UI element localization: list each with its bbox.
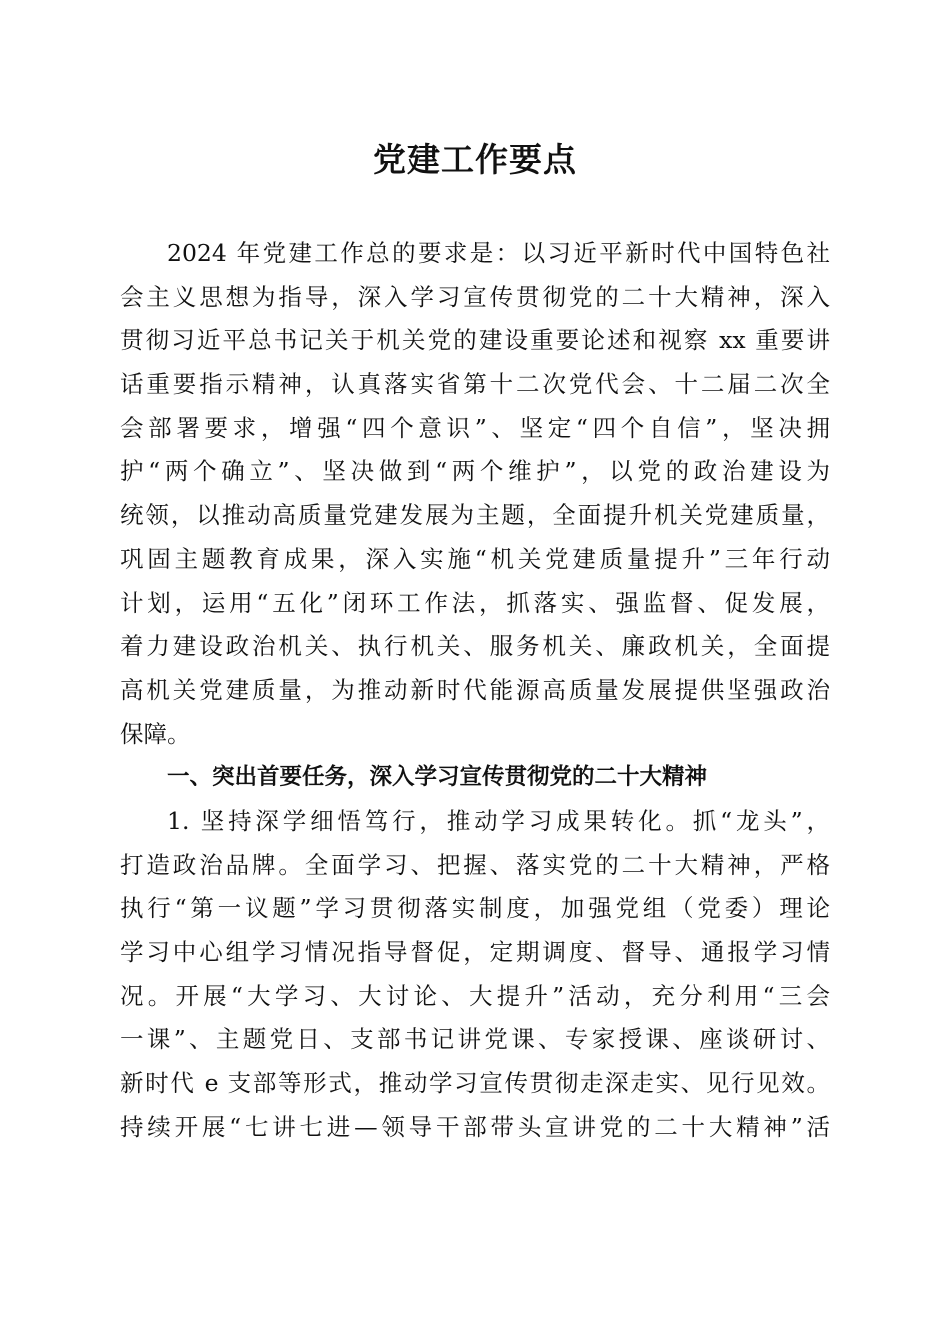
paragraph-line: 巩固主题教育成果，深入实施“机关党建质量提升”三年行动 [120, 544, 830, 573]
paragraph-line: 执行“第一议题”学习贯彻落实制度，加强党组（党委）理论 [120, 894, 830, 923]
paragraph-line: 1. 坚持深学细悟笃行，推动学习成果转化。抓“龙头”， [167, 806, 830, 835]
paragraph-line: 新时代 e 支部等形式，推动学习宣传贯彻走深走实、见行见效。 [120, 1069, 830, 1098]
paragraph-line: 学习中心组学习情况指导督促，定期调度、督导、通报学习情 [120, 938, 830, 966]
paragraph-line: 一课”、主题党日、支部书记讲党课、专家授课、座谈研讨、 [120, 1025, 830, 1054]
paragraph-line: 统领，以推动高质量党建发展为主题，全面提升机关党建质量， [120, 501, 830, 530]
paragraph-line: 话重要指示精神，认真落实省第十二次党代会、十二届二次全 [120, 370, 830, 399]
paragraph-line: 贯彻习近平总书记关于机关党的建设重要论述和视察 xx 重要讲 [120, 326, 830, 355]
paragraph-line: 打造政治品牌。全面学习、把握、落实党的二十大精神，严格 [120, 850, 830, 879]
paragraph-line: 护“两个确立”、坚决做到“两个维护”，以党的政治建设为 [120, 457, 830, 486]
document-title: 党建工作要点 [373, 140, 577, 179]
section-heading: 一、突出首要任务，深入学习宣传贯彻党的二十大精神 [167, 764, 708, 791]
paragraph-line: 况。开展“大学习、大讨论、大提升”活动，充分利用“三会 [120, 981, 830, 1010]
paragraph-line: 计划，运用“五化”闭环工作法，抓落实、强监督、促发展， [120, 588, 830, 617]
paragraph-line: 着力建设政治机关、执行机关、服务机关、廉政机关，全面提 [120, 632, 830, 661]
paragraph-line: 保障。 [120, 719, 191, 748]
paragraph-line: 持续开展“七讲七进—领导干部带头宣讲党的二十大精神”活 [120, 1112, 830, 1141]
paragraph-line: 高机关党建质量，为推动新时代能源高质量发展提供坚强政治 [120, 675, 830, 704]
paragraph-line: 2024 年党建工作总的要求是：以习近平新时代中国特色社 [167, 239, 830, 267]
document-body [120, 232, 830, 1149]
paragraph-line: 会部署要求，增强“四个意识”、坚定“四个自信”，坚决拥 [120, 413, 830, 442]
paragraph-line: 会主义思想为指导，深入学习宣传贯彻党的二十大精神，深入 [120, 282, 830, 311]
